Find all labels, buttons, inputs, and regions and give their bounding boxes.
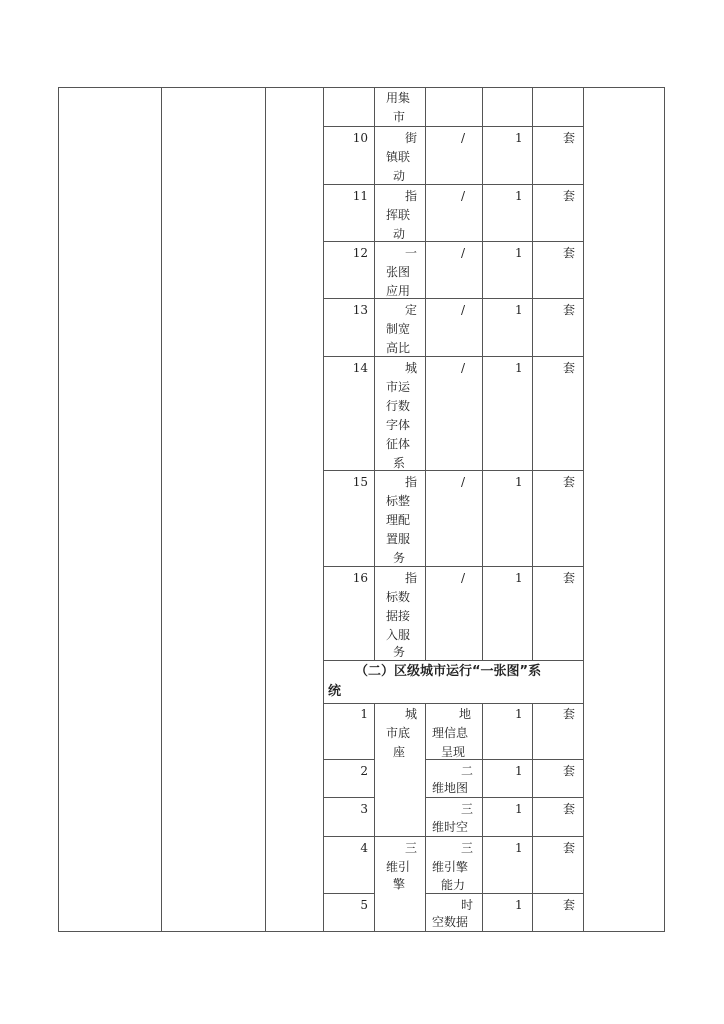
item-name-line: 呈现 xyxy=(441,745,466,759)
spec-value: / xyxy=(461,189,466,203)
item-name-line: 据接 xyxy=(386,609,411,623)
item-name-line: 务 xyxy=(393,645,406,659)
item-name-line: 维引擎 xyxy=(432,860,469,874)
unit-value: 套 xyxy=(563,764,576,778)
row-divider xyxy=(323,184,584,185)
item-name-line: 时 xyxy=(461,898,474,912)
item-name-line: 能力 xyxy=(441,878,466,892)
item-name-line: 字体 xyxy=(386,418,411,432)
item-name-line: 入服 xyxy=(386,628,411,642)
item-name-line: 指 xyxy=(405,475,418,489)
item-name-line: 三 xyxy=(461,802,474,816)
unit-value: 套 xyxy=(563,189,576,203)
col-divider xyxy=(482,87,483,660)
quantity-value: 1 xyxy=(515,571,523,585)
section-title: （二）区级城市运行“一张图”系 xyxy=(355,664,542,679)
item-name-line: 应用 xyxy=(386,284,411,298)
col-divider xyxy=(374,87,375,660)
item-name-line: 二 xyxy=(461,764,474,778)
item-name-line: 务 xyxy=(393,551,406,565)
row-divider xyxy=(323,356,584,357)
col-divider xyxy=(323,87,324,932)
item-name-line: 动 xyxy=(393,169,406,183)
quantity-value: 1 xyxy=(515,246,523,260)
item-name-line: 指 xyxy=(405,189,418,203)
spec-value: / xyxy=(461,131,466,145)
col-divider xyxy=(583,87,584,932)
spec-value: / xyxy=(461,361,466,375)
item-name-line: 制宽 xyxy=(386,322,411,336)
item-name-line: 理信息 xyxy=(432,726,469,740)
row-divider xyxy=(323,759,375,760)
row-number: 16 xyxy=(352,571,368,585)
row-number: 13 xyxy=(352,303,368,317)
row-number: 12 xyxy=(352,246,368,260)
item-name-line: 维时空 xyxy=(432,820,469,834)
item-name-line: 张图 xyxy=(386,265,411,279)
quantity-value: 1 xyxy=(515,898,523,912)
item-name-line: 征体 xyxy=(386,437,411,451)
category-line: 三 xyxy=(405,841,418,855)
row-number: 14 xyxy=(352,361,368,375)
spec-value: / xyxy=(461,246,466,260)
row-divider xyxy=(323,893,375,894)
quantity-value: 1 xyxy=(515,189,523,203)
row-number: 1 xyxy=(360,707,368,721)
item-name-line: 挥联 xyxy=(386,208,411,222)
item-name-line: 市运 xyxy=(386,380,411,394)
quantity-value: 1 xyxy=(515,131,523,145)
col-divider xyxy=(532,87,533,660)
item-name-line: 一 xyxy=(405,246,418,260)
row-number: 4 xyxy=(360,841,368,855)
row-number: 2 xyxy=(360,764,368,778)
category-line: 市底 xyxy=(386,726,411,740)
row-divider xyxy=(323,126,584,127)
row-divider xyxy=(323,660,584,661)
item-name-line: 理配 xyxy=(386,513,411,527)
unit-value: 套 xyxy=(563,475,576,489)
quantity-value: 1 xyxy=(515,303,523,317)
item-name-line: 动 xyxy=(393,227,406,241)
col-divider xyxy=(265,87,266,932)
unit-value: 套 xyxy=(563,131,576,145)
item-name-line: 市 xyxy=(393,110,406,124)
col-divider xyxy=(532,703,533,931)
category-line: 城 xyxy=(405,707,418,721)
item-name-line: 置服 xyxy=(386,532,411,546)
category-line: 座 xyxy=(393,745,406,759)
item-name-line: 镇联 xyxy=(386,150,411,164)
quantity-value: 1 xyxy=(515,361,523,375)
item-name-line: 用集 xyxy=(386,91,411,105)
quantity-value: 1 xyxy=(515,475,523,489)
quantity-value: 1 xyxy=(515,707,523,721)
col-divider xyxy=(161,87,162,932)
item-name-line: 定 xyxy=(405,303,418,317)
quantity-value: 1 xyxy=(515,764,523,778)
row-divider xyxy=(323,797,375,798)
table-border-bottom xyxy=(58,931,665,932)
item-name-line: 系 xyxy=(393,456,406,470)
section-title: 统 xyxy=(328,684,342,699)
table-border-left xyxy=(58,87,59,932)
col-divider xyxy=(374,703,375,931)
row-number: 3 xyxy=(360,802,368,816)
item-name-line: 空数据 xyxy=(432,915,469,929)
item-name-line: 城 xyxy=(405,361,418,375)
category-line: 擎 xyxy=(393,877,406,891)
item-name-line: 高比 xyxy=(386,341,411,355)
unit-value: 套 xyxy=(563,841,576,855)
unit-value: 套 xyxy=(563,707,576,721)
spec-value: / xyxy=(461,303,466,317)
unit-value: 套 xyxy=(563,246,576,260)
row-divider xyxy=(323,703,584,704)
item-name-line: 标数 xyxy=(386,590,411,604)
category-line: 维引 xyxy=(386,860,411,874)
col-divider xyxy=(425,703,426,931)
table-border-top xyxy=(58,87,665,88)
quantity-value: 1 xyxy=(515,802,523,816)
row-number: 11 xyxy=(352,189,368,203)
row-number: 10 xyxy=(352,131,368,145)
spec-value: / xyxy=(461,571,466,585)
spec-value: / xyxy=(461,475,466,489)
unit-value: 套 xyxy=(563,898,576,912)
unit-value: 套 xyxy=(563,303,576,317)
unit-value: 套 xyxy=(563,802,576,816)
table-border-right xyxy=(664,87,665,932)
row-divider xyxy=(323,566,584,567)
item-name-line: 三 xyxy=(461,841,474,855)
item-name-line: 指 xyxy=(405,571,418,585)
unit-value: 套 xyxy=(563,571,576,585)
item-name-line: 维地图 xyxy=(432,781,469,795)
item-name-line: 行数 xyxy=(386,399,411,413)
col-divider xyxy=(482,703,483,931)
item-name-line: 标整 xyxy=(386,494,411,508)
col-divider xyxy=(425,87,426,660)
unit-value: 套 xyxy=(563,361,576,375)
row-number: 5 xyxy=(360,898,368,912)
row-divider xyxy=(323,470,584,471)
item-name-line: 地 xyxy=(459,707,472,721)
item-name-line: 街 xyxy=(405,131,418,145)
quantity-value: 1 xyxy=(515,841,523,855)
row-divider xyxy=(323,298,584,299)
row-number: 15 xyxy=(352,475,368,489)
row-divider xyxy=(323,241,584,242)
